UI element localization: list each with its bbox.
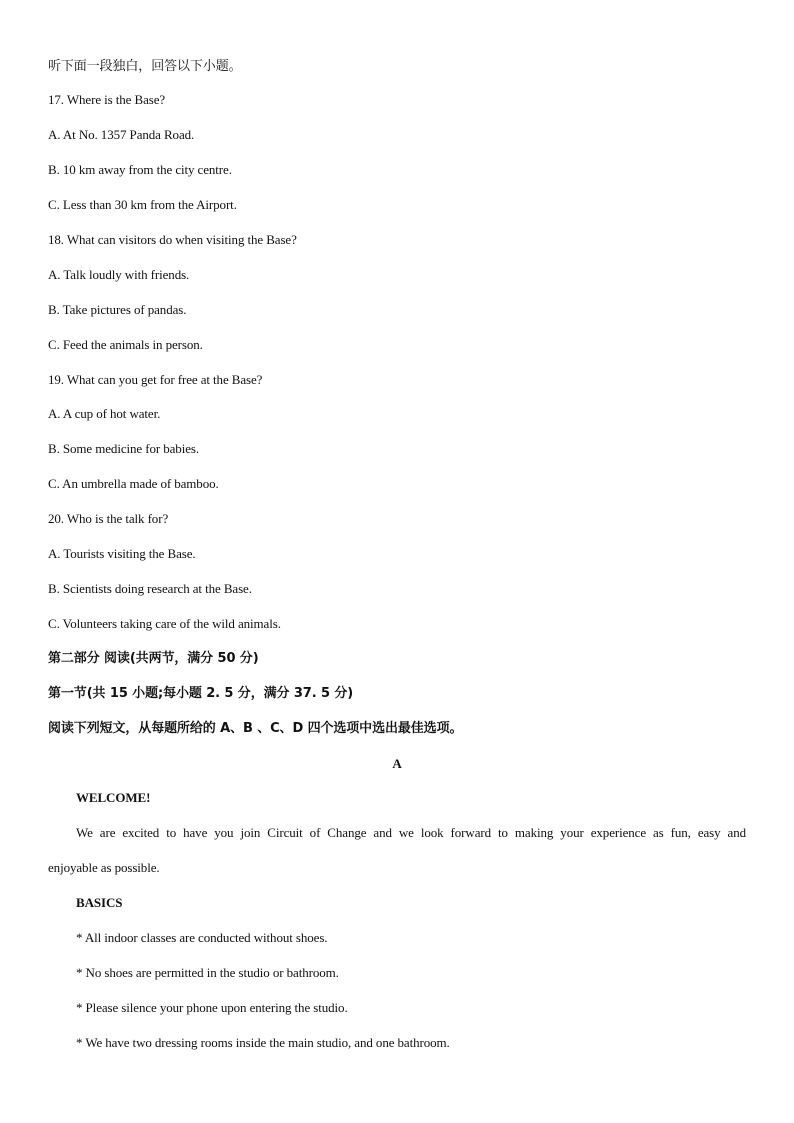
section1-heading: 第一节(共 15 小题;每小题 2. 5 分，满分 37. 5 分): [48, 686, 354, 701]
question-19-option-c: C. An umbrella made of bamboo.: [48, 476, 219, 491]
welcome-text-line-2: enjoyable as possible.: [48, 860, 160, 875]
question-18-option-b: B. Take pictures of pandas.: [48, 302, 187, 317]
question-20-option-c: C. Volunteers taking care of the wild animals.: [48, 616, 281, 631]
question-18-option-c: C. Feed the animals in person.: [48, 337, 203, 352]
basics-item-1: * All indoor classes are conducted without shoes.: [76, 930, 328, 945]
welcome-heading: WELCOME!: [76, 790, 151, 805]
question-17-stem: 17. Where is the Base?: [48, 92, 166, 107]
basics-item-4: * We have two dressing rooms inside the main studio, and one bathroom.: [76, 1035, 450, 1050]
basics-heading: BASICS: [76, 895, 123, 910]
question-19-option-a: A. A cup of hot water.: [48, 406, 161, 421]
question-20-option-a: A. Tourists visiting the Base.: [48, 546, 196, 561]
basics-item-2: * No shoes are permitted in the studio or bathroom.: [76, 965, 339, 980]
welcome-text-line-1: We are excited to have you join Circuit of Change and we look forward to making your experience as fun, easy and: [76, 825, 746, 840]
question-17-option-c: C. Less than 30 km from the Airport.: [48, 197, 237, 212]
question-19-option-b: B. Some medicine for babies.: [48, 441, 199, 456]
passage-label: A: [392, 756, 402, 771]
question-17-option-b: B. 10 km away from the city centre.: [48, 162, 232, 177]
part2-heading: 第二部分 阅读(共两节，满分 50 分): [48, 651, 259, 666]
listening-instruction: 听下面一段独白，回答以下小题。: [48, 59, 242, 74]
question-17-option-a: A. At No. 1357 Panda Road.: [48, 127, 195, 142]
question-20-stem: 20. Who is the talk for?: [48, 511, 169, 526]
question-18-option-a: A. Talk loudly with friends.: [48, 267, 190, 282]
question-20-option-b: B. Scientists doing research at the Base.: [48, 581, 252, 596]
question-18-stem: 18. What can visitors do when visiting the Base?: [48, 232, 297, 247]
basics-item-3: * Please silence your phone upon entering the studio.: [76, 1000, 348, 1015]
question-19-stem: 19. What can you get for free at the Base?: [48, 372, 263, 387]
reading-directions: 阅读下列短文，从每题所给的 A、B 、C、D 四个选项中选出最佳选项。: [48, 721, 463, 736]
